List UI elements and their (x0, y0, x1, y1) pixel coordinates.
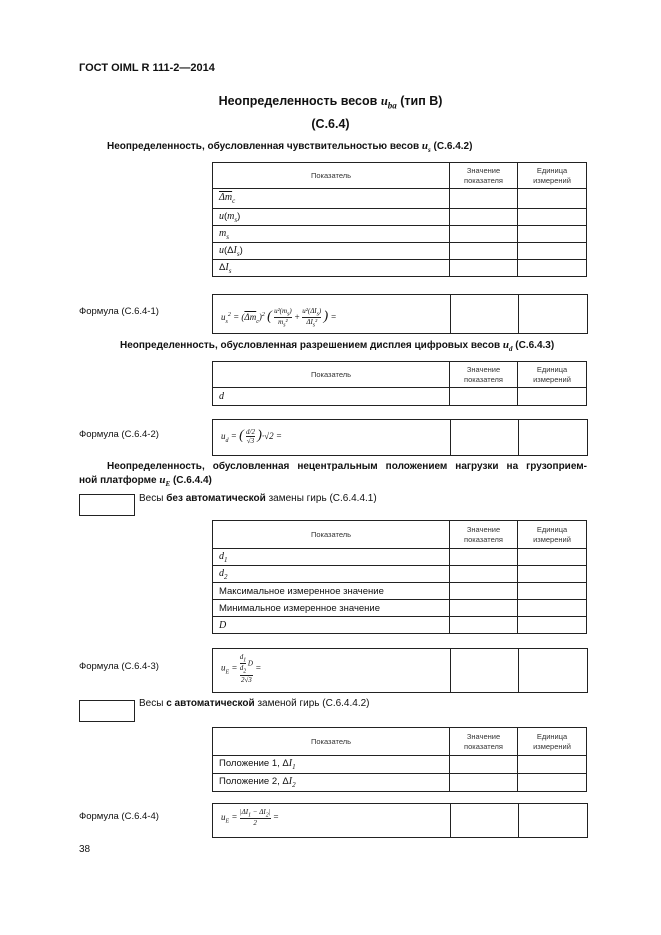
col-header-param: Показатель (213, 521, 450, 549)
document-header: ГОСТ OIML R 111-2—2014 (79, 62, 215, 74)
col-header-param: Показатель (213, 362, 450, 388)
section-eccentric-title: Неопределенность, обусловленная нецентральным положением нагрузки на грузоприем- (107, 461, 587, 472)
table-row: d (213, 388, 450, 406)
formula-2-expr: $u_d$ = ( $\frac{d/2}{√3} )\cdot√2$ = (221, 428, 282, 446)
page-number: 38 (79, 844, 91, 855)
formula-4-expr: $u_E$ = $\frac{|\Delta I_1 - \Delta I_2|}{2}$ = (221, 808, 279, 828)
formula-label-2: Формула (С.6.4-2) (79, 429, 159, 440)
col-header-param: Показатель (213, 728, 450, 756)
table-row: $u(\Delta I_s)$ (213, 243, 450, 260)
col-header-value: Значение показателя (450, 163, 518, 189)
col-header-param: Показатель (213, 163, 450, 189)
col-header-unit: Единица измерений (518, 163, 587, 189)
section-eccentric-title-cont: ной платформе $u_E$ (С.6.4.4) (79, 474, 212, 489)
table-row: Минимальное измеренное значение (213, 600, 450, 617)
table-row: Положение 1, $\Delta I_1$ (213, 756, 450, 774)
table-row: $d_2$ (213, 566, 450, 583)
col-header-unit: Единица измерений (518, 728, 587, 756)
formula-label-4: Формула (С.6.4-4) (79, 811, 159, 822)
page-title: Неопределенность весов $u_{ba}$ (тип В) (218, 94, 443, 111)
formula-box-4 (212, 803, 588, 838)
table-resolution (212, 361, 587, 406)
table-sensitivity (212, 162, 587, 277)
col-header-value: Значение показателя (450, 362, 518, 388)
formula-label-1: Формула (С.6.4-1) (79, 306, 159, 317)
table-row: D (213, 617, 450, 634)
formula-box-1 (212, 294, 588, 334)
table-row: $m_s$ (213, 226, 450, 243)
option-auto-label: Весы с автоматической заменой гирь (С.6.4.4.2) (139, 698, 370, 709)
table-row: Максимальное измеренное значение (213, 583, 450, 600)
formula-label-3: Формула (С.6.4-3) (79, 661, 159, 672)
col-header-value: Значение показателя (450, 521, 518, 549)
table-row: $\Delta I_s$ (213, 260, 450, 277)
col-header-value: Значение показателя (450, 728, 518, 756)
formula-box-2 (212, 419, 588, 456)
formula-1-expr: $u_s^2 = (\overline{\Delta m}_c)^2$ ( $\frac{u^2(m_s)}{m_s^2}$ + $u^2(\Delta I_s)$ $\Delta I_s^2$ ) = (221, 307, 337, 329)
option-no-auto-label: Весы без автоматической замены гирь (С.6.4.4.1) (139, 493, 377, 504)
table-eccentric-auto (212, 727, 587, 792)
section-resolution-title: Неопределенность, обусловленная разрешением дисплея цифровых весов $u_d$ (С.6.4.3) (120, 339, 555, 354)
table-row: $\overline{\Delta m}_c$ (213, 189, 450, 209)
table-row: Положение 2, $\Delta I_2$ (213, 774, 450, 792)
formula-3-expr: $u_E$ = $\frac{\frac{d_1}{d_2} D}{2√3}$ = (221, 653, 262, 684)
table-row: $d_1$ (213, 549, 450, 566)
option-checkbox-no-auto[interactable] (79, 494, 135, 516)
page-subtitle: (С.6.4) (311, 117, 350, 131)
formula-box-3 (212, 648, 588, 693)
table-row: $u(m_s)$ (213, 209, 450, 226)
col-header-unit: Единица измерений (518, 362, 587, 388)
option-checkbox-auto[interactable] (79, 700, 135, 722)
col-header-unit: Единица измерений (518, 521, 587, 549)
section-sensitivity-title: Неопределенность, обусловленная чувствительностью весов $u_s$ (С.6.4.2) (107, 140, 473, 155)
table-eccentric-no-auto (212, 520, 587, 634)
